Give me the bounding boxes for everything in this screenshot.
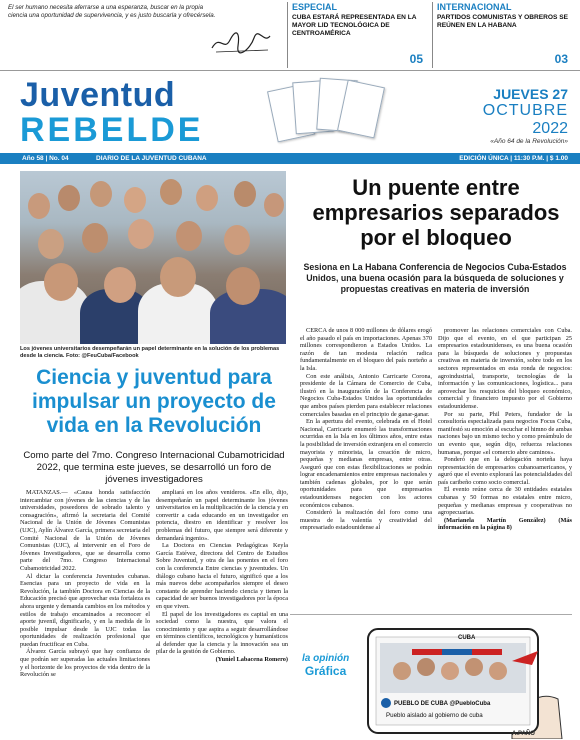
paragraph: La Doctora en Ciencias Pedagógicas Keyla García Estévez, directora del Centro de Estudios Sobre Juventud, y otra de las ponentes en el foro con la conferencia Entre ciencias y juventudes. Un diálogo cubano hacia el futuro, significó que a los más nuevos debe acompañarlos siempre el deseo constante de aprender haciendo ciencia y tienen la capacidad de ser buenos investigadores por la época en que viven. [156, 542, 288, 610]
promo-text: CUBA ESTARÁ REPRESENTADA EN LA MAYOR LID TECNOLÓGICA DE CENTROAMÉRICA [292, 14, 417, 37]
opinion-tag-line2: Gráfica [304, 664, 347, 678]
divider [0, 70, 580, 71]
students-photo[interactable] [20, 171, 286, 344]
subhead-ciencia: Como parte del 7mo. Congreso Internacional Cubamotricidad 2022, que termina este jueves, se desarrolló un foro de jóvenes investigadores [23, 450, 285, 485]
newspaper-stack-image [268, 73, 386, 151]
paragraph: promover las relaciones comerciales con Cuba. Dijo que el evento, en el que participan 25 empresarios estadounidenses, es una buena ocasión para la búsqueda de soluciones y propuestas creativas en materia de inversión, sobre todo en los sectores representados en esta ronda de negocios: agroindustrial, transporte, tecnologías de la información y las comunicaciones, logística... para aprovechar los resquicios del bloqueo económico, comercial y financiero impuesto por el Gobierno estadounidense. [438, 327, 572, 410]
paragraph: El papel de los investigadores es capital en una sociedad como la nuestra, que valora el conocimiento y que aspira a seguir desarrollándose en términos científicos, tecnológicos y humanísticos al defender que la ciencia y la innovación sea un pilar de la gestión de Gobierno. [156, 610, 288, 656]
editorial-quote: El ser humano necesita aferrarse a una esperanza, buscar en la propia ciencia una oportunidad de supervivencia, y es justo buscarla y ofrecérsela. [8, 4, 216, 19]
promo-especial[interactable] [287, 2, 427, 68]
issue-number: Año 58 | No. 04 [22, 154, 69, 162]
anniversary-label: «Año 64 de la Revolución» [490, 138, 568, 145]
opinion-tag [302, 653, 349, 678]
promo-internacional[interactable] [432, 2, 572, 68]
promo-text: PARTIDOS COMUNISTAS Y OBREROS SE REÚNEN EN LA HABANA [437, 14, 569, 29]
paper-tagline: DIARIO DE LA JUVENTUD CUBANA [96, 154, 207, 162]
article-column-3 [300, 327, 432, 627]
paragraph: CERCA de unos 8 000 millones de dólares erogó el año pasado el país en importaciones. Apenas 370 millones correspondieron a Estados Unidos. La razón de tan modesta relación radica fundamentalmente en el bloqueo del país norteño a la Isla. [300, 327, 432, 372]
article-column-1 [20, 489, 150, 739]
opinion-cartoon[interactable] [290, 614, 572, 740]
article-column-2 [156, 489, 288, 739]
photo-caption: Los jóvenes universitarios desempeñarán un papel determinante en la solución de los problemas desde la ciencia. Foto: @FeuCuba/Facebook [20, 346, 280, 359]
paragraph: MATANZAS.— «Causa honda satisfacción intercambiar con jóvenes de las ciencias y de las universidades, poseedores de sobrado talento y consagración», afirmó la secretaria del Comité Nacional de la Unión de Jóvenes Comunistas (UJC), Aylín Álvarez García, primera secretaria del Comité Nacional de la Unión de Jóvenes Comunistas (UJC), al intervenir en el Foro de Jóvenes Investigadores, que se desarrolla como parte del 7mo. Congreso Internacional Cubamotricidad 2022. [20, 489, 150, 572]
masthead-title-line1: Juventud [20, 76, 176, 114]
opinion-tag-line1: la opinión [302, 653, 350, 664]
paragraph: Ponderó que en la delegación norteña haya representación de empresarios cubanoamericanos, y aguró que el evento explorará las potencialidades del país caribeño como socio comercial. [438, 456, 572, 486]
issue-year: 2022 [532, 120, 568, 137]
masthead-logo[interactable] [20, 78, 203, 148]
promo-page-number: 05 [409, 52, 423, 66]
paragraph: ampliará en los años venideros. «En ello, dijo, desempeñarán un papel determinante los jóvenes universitarios en la multiplicación de la ciencia y en convertir a cada educando en un investigador en potencia, diestro en identificar y resolver los problemas del futuro, que siempre será diferente y demandará ingenio». [156, 489, 288, 542]
issue-date [483, 86, 568, 145]
promo-tag: ESPECIAL [292, 2, 338, 12]
headline-puente[interactable]: Un puente entre empresarios separados por el bloqueo [312, 175, 560, 250]
paragraph: Con este análisis, Antonio Carricarte Corona, presidente de la Cámara de Comercio de Cuba, ilustró en la inauguración de la Conferencia de Negocios Cuba-Estados Unidos las oportunidades que ambos países pierden para establecer relaciones comerciales basadas en el principio de ganar-ganar. [300, 372, 432, 418]
author-credit: (Yuniel Labacena Romero) [215, 656, 288, 664]
issue-month: OCTUBRE [482, 102, 568, 119]
paragraph: En la apertura del evento, celebrada en el Hotel Nacional, Carricarte enumeró las transformaciones ocurridas en la Isla en los últimos años, entre estas la posibilidad de inversión extranjera en el comercio mayorista y minorista, la creación de micro, pequeñas y medianas empresas, entre otras. Aseguró que con estas flexibilizaciones se podrán lograr encadenamientos entre empresas nacionales y también cadenas globales, por lo que serán oportunidades para que empresarios estadounidenses negocien con los actores económicos cubanos. [300, 418, 433, 509]
paragraph: Por su parte, Phil Peters, fundador de la consultoría especializada para negocios Focus Cuba, manifestó su emoción al escuchar el himno de ambas naciones bajo un mismo techo y como preámbulo de un evento que, según dijo, refuerza relaciones humanas, porque «el comercio abre caminos». [438, 410, 572, 456]
issue-day: JUEVES 27 [493, 86, 568, 102]
cartoon-text: PUEBLO DE CUBA @PuebloCuba [394, 701, 491, 707]
edition-info: EDICIÓN ÚNICA | 11:30 P.M. | $ 1.00 [459, 154, 568, 162]
paragraph: Al dictar la conferencia Juventudes cubanas. Esencias para un proyecto de vida en la Revolución, la también Doctora en Ciencias de la Educación precisó que aprovechar esta fortaleza es ahora urgente y demanda cambios en los métodos y estilos de trabajo encaminados a reconocer el aporte juvenil, dignificarlo, y en la medida de lo posible impulsar desde la UJC todas las oportunidades de realización profesional que puedan fructificar en Cuba. [20, 572, 150, 648]
cartoon-illustration [362, 621, 568, 739]
paragraph: Álvarez García subrayó que hay confianza de que podrán ser superadas las actuales limitaciones y el horizonte de los proyectos de vida dentro de la Revolución se [20, 648, 150, 679]
signature-icon [210, 28, 272, 56]
author-credit: (Marianela Martín González) (Más información en la página 8) [438, 516, 572, 532]
promo-tag: INTERNACIONAL [437, 2, 512, 12]
edition-bar [0, 153, 580, 164]
paragraph: Consideró la realización del foro como una muestra de la valentía y creatividad del empresariado estadounidense al [300, 509, 432, 532]
subhead-puente: Sesiona en La Habana Conferencia de Negocios Cuba-Estados Unidos, una buena ocasión para la búsqueda de soluciones y propuestas creativas en materia de inversión [303, 262, 567, 294]
headline-ciencia[interactable]: Ciencia y juventud para impulsar un proyecto de vida en la Revolución [32, 366, 276, 437]
cartoon-text: Pueblo aislado al gobierno de cuba [386, 712, 483, 719]
promo-page-number: 03 [554, 52, 568, 66]
masthead-title-line2: REBELDE [20, 111, 204, 149]
cartoon-text: CUBA [458, 635, 476, 641]
cartoon-text: A.PAÑO [512, 731, 535, 737]
paragraph: El evento reúne cerca de 30 entidades estatales cubanas y 50 formas no estatales entre micro, pequeñas y medianas empresas y cooperativas no agropecuarias. [438, 486, 572, 517]
article-column-4 [438, 327, 572, 597]
